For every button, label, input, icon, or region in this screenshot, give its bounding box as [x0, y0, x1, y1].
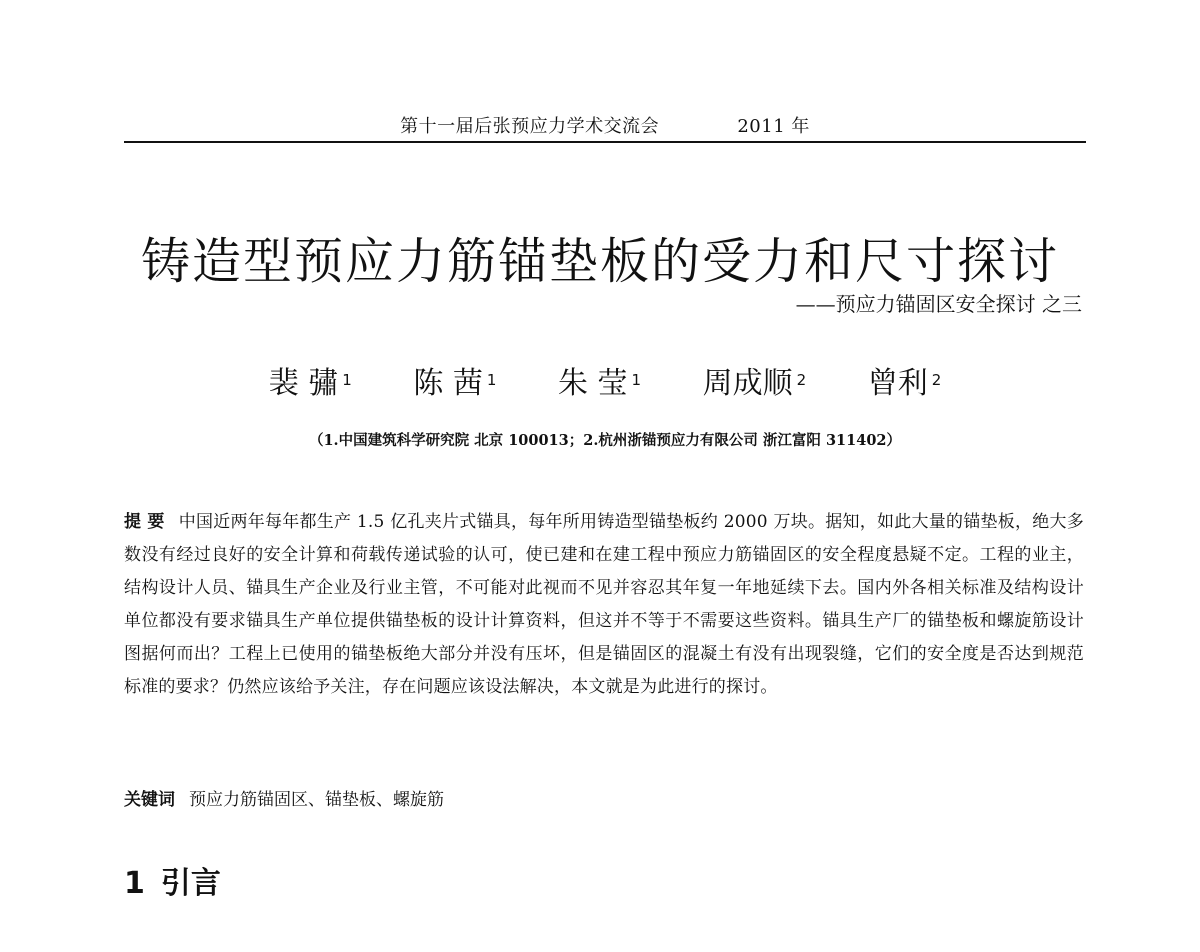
- section-heading: [124, 860, 221, 908]
- section-title: 引言: [160, 866, 221, 901]
- abstract-label: 提 要: [124, 512, 165, 532]
- author-name: 曾利: [867, 366, 928, 401]
- keywords: [124, 784, 444, 817]
- author: [558, 362, 641, 406]
- keywords-text: 预应力筋锚固区、锚垫板、螺旋筋: [189, 790, 444, 810]
- author-name: 周成顺: [702, 366, 793, 401]
- author-affil-mark: 2: [796, 371, 807, 389]
- author-affil-mark: 1: [486, 371, 497, 389]
- author-name: 裴 彇: [268, 366, 339, 401]
- paper-subtitle: ——预应力锚固区安全探讨 之三: [795, 292, 1082, 316]
- author: [413, 362, 496, 406]
- section-number: 1: [124, 866, 145, 901]
- author-list: [124, 362, 1086, 406]
- abstract: [124, 506, 1084, 704]
- conference-year: 2011 年: [737, 116, 810, 137]
- author: [868, 362, 942, 406]
- paper-title: 铸造型预应力筋锚垫板的受力和尺寸探讨: [140, 232, 1059, 290]
- affiliations: （1.中国建筑科学研究院 北京 100013；2.杭州浙锚预应力有限公司 浙江富阳 311402）: [308, 432, 902, 449]
- author-name: 陈 茜: [413, 366, 483, 401]
- author: [703, 362, 807, 406]
- author-affil-mark: 2: [931, 371, 942, 389]
- running-header: [124, 112, 1086, 142]
- author-affil-mark: 1: [342, 371, 352, 389]
- conference-name: 第十一届后张预应力学术交流会: [400, 116, 660, 137]
- header-rule: [124, 141, 1086, 143]
- author: [269, 362, 352, 406]
- author-affil-mark: 1: [631, 371, 642, 389]
- abstract-text: 中国近两年每年都生产 1.5 亿孔夹片式锚具，每年所用铸造型锚垫板约 2000 万块。据知，如此大量的锚垫板，绝大多数没有经过良好的安全计算和荷载传递试验的认可，使已建和在建工程中预应力筋锚固区的安全程度悬疑不定。工程的业主，结构设计人员、锚具生产企业及行业主管，不可能对此视而不见并容忍其年复一年地延续下去。国内外各相关标准及结构设计单位都没有要求锚具生产单位提供锚垫板的设计计算资料，但这并不等于不需要这些资料。锚具生产厂的锚垫板和螺旋筋设计图据何而出？工程上已使用的锚垫板绝大部分并没有压坏，但是锚固区的混凝土有没有出现裂缝，它们的安全度是否达到规范标准的要求？仍然应该给予关注，存在问题应该设法解决，本文就是为此进行的探讨。: [124, 512, 1084, 697]
- keywords-label: 关键词: [124, 790, 175, 810]
- author-name: 朱 莹: [558, 366, 628, 401]
